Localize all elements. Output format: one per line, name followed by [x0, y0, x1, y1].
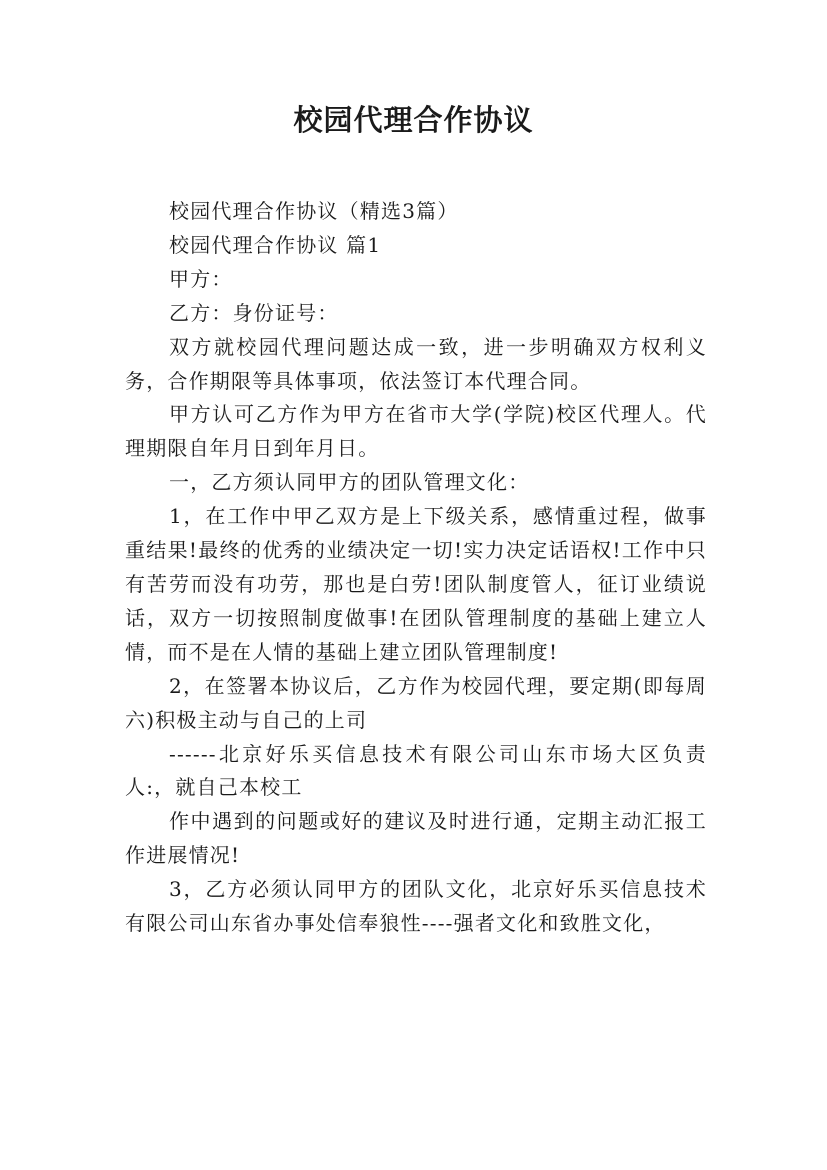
paragraph-party-a: 甲方： [169, 266, 233, 291]
paragraph-clause-1-item-1: 1，在工作中甲乙双方是上下级关系，感情重过程，做事重结果!最终的优秀的业绩决定一切!实力决定话语权!工作中只有苦劳而没有功劳，那也是白劳!团队制度管人，征订业绩说话，双方一切按照制度做事!在团队管理制度的基础上建立人情，而不是在人情的基础上建立团队管理制度! [125, 504, 707, 664]
paragraph-subtitle: 校园代理合作协议（精选3篇） [169, 199, 459, 223]
paragraph-agency-term: 甲方认可乙方作为甲方在省市大学(学院)校区代理人。代理期限自年月日到年月日。 [125, 402, 707, 461]
document-body [125, 195, 707, 941]
paragraph-agreement-intro: 双方就校园代理问题达成一致，进一步明确双方权利义务，合作期限等具体事项，依法签订本代理合同。 [125, 334, 707, 393]
paragraph-clause-1-item-3: 3，乙方必须认同甲方的团队文化，北京好乐买信息技术有限公司山东省办事处信奉狼性----强者文化和致胜文化， [125, 877, 707, 936]
paragraph-party-b: 乙方：身份证号： [169, 300, 339, 325]
paragraph-clause-1-heading: 一，乙方须认同甲方的团队管理文化： [169, 470, 530, 495]
paragraph-section-heading: 校园代理合作协议 篇1 [169, 232, 382, 257]
paragraph-clause-1-item-2: 2，在签署本协议后，乙方作为校园代理，要定期(即每周六)积极主动与自己的上司 [125, 673, 707, 732]
paragraph-clause-1-item-2-end: 作中遇到的问题或好的建议及时进行通，定期主动汇报工作进展情况! [125, 809, 707, 868]
document-title: 校园代理合作协议 [293, 103, 534, 137]
paragraph-clause-1-item-2-cont: ------北京好乐买信息技术有限公司山东市场大区负责人:，就自己本校工 [125, 741, 707, 800]
